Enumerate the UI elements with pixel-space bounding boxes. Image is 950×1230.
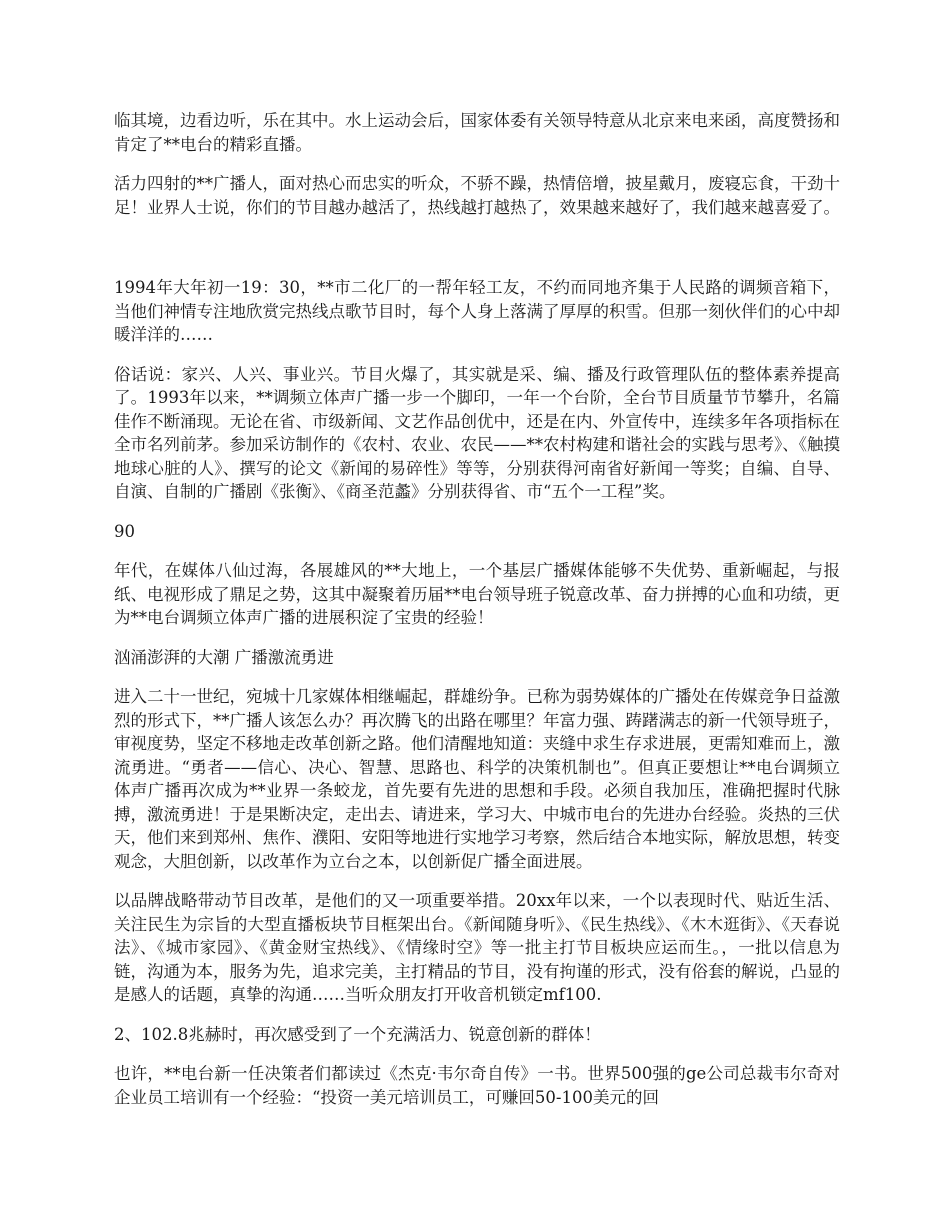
- paragraph-11: 也许，**电台新一任决策者们都读过《杰克·韦尔奇自传》一书。世界500强的ge公司总裁韦尔奇对企业员工培训有一个经验：“投资一美元培训员工，可赚回50-100美元的回: [114, 1064, 840, 1107]
- paragraph-2: 活力四射的**广播人，面对热心而忠实的听众，不骄不躁，热情倍增，披星戴月，废寝忘食，干劲十足！业界人士说，你们的节目越办越活了，热线越打越热了，效果越来越好了，我们越来越喜爱了。: [114, 174, 840, 217]
- paragraph-6: 年代，在媒体八仙过海，各展雄风的**大地上，一个基层广播媒体能够不失优势、重新崛起，与报纸、电视形成了鼎足之势，这其中凝聚着历届**电台领导班子锐意改革、奋力拼搏的心血和功绩，更为**电台调频立体声广播的进展积淀了宝贵的经验！: [114, 561, 840, 627]
- paragraph-4: 俗话说：家兴、人兴、事业兴。节目火爆了，其实就是采、编、播及行政管理队伍的整体素养提高了。1993年以来，**调频立体声广播一步一个脚印，一年一个台阶，全台节目质量节节攀升，名篇佳作不断涌现。无论在省、市级新闻、文艺作品创优中，还是在内、外宣传中，连续多年各项指标在全市名列前茅。参加采访制作的《农村、农业、农民——**农村构建和谐社会的实践与思考》、《触摸地球心脏的人》、撰写的论文《新闻的易碎性》等等，分别获得河南省好新闻一等奖；自编、自导、自演、自制的广播剧《张衡》、《商圣范蠡》分别获得省、市“五个一工程”奖。: [114, 364, 840, 501]
- paragraph-9: 以品牌战略带动节目改革，是他们的又一项重要举措。20xx年以来，一个以表现时代、贴近生活、关注民生为宗旨的大型直播板块节目框架出台。《新闻随身听》、《民生热线》、《木木逛街》、《天春说法》、《城市家园》、《黄金财宝热线》、《情缘时空》等一批主打节目板块应运而生。，一批以信息为链，沟通为本，服务为先，追求完美，主打精品的节目，没有拘谨的形式，没有俗套的解说，凸显的是感人的话题，真挚的沟通……当听众朋友打开收音机锁定mf100.: [114, 891, 840, 1004]
- paragraph-5: 90: [114, 521, 135, 541]
- section-heading: 汹涌澎湃的大潮 广播激流勇进: [114, 647, 334, 667]
- paragraph-3: 1994年大年初一19：30，**市二化厂的一帮年轻工友，不约而同地齐集于人民路的调频音箱下，当他们神情专注地欣赏完热线点歌节目时，每个人身上落满了厚厚的积雪。但那一刻伙伴们的心中却暖洋洋的……: [114, 278, 840, 344]
- paragraph-10: 2、102.8兆赫时，再次感受到了一个充满活力、锐意创新的群体！: [114, 1024, 601, 1044]
- paragraph-8: 进入二十一世纪，宛城十几家媒体相继崛起，群雄纷争。已称为弱势媒体的广播处在传媒竞争日益激烈的形式下，**广播人该怎么办？再次腾飞的出路在哪里？年富力强、踌躇满志的新一代领导班子，审视度势，坚定不移地走改革创新之路。他们清醒地知道：夹缝中求生存求进展，更需知难而上，激流勇进。“勇者——信心、决心、智慧、思路也、科学的决策机制也”。但真正要想让**电台调频立体声广播再次成为**业界一条蛟龙，首先要有先进的思想和手段。必须自我加压，准确把握时代脉搏，激流勇进！于是果断决定，走出去、请进来，学习大、中城市电台的先进办台经验。炎热的三伏天，他们来到郑州、焦作、濮阳、安阳等地进行实地学习考察，然后结合本地实际，解放思想，转变观念，大胆创新，以改革作为立台之本，以创新促广播全面进展。: [114, 687, 840, 871]
- paragraph-gap: [114, 235, 840, 276]
- paragraph-1: 临其境，边看边听，乐在其中。水上运动会后，国家体委有关领导特意从北京来电来函，高度赞扬和肯定了**电台的精彩直播。: [114, 111, 840, 154]
